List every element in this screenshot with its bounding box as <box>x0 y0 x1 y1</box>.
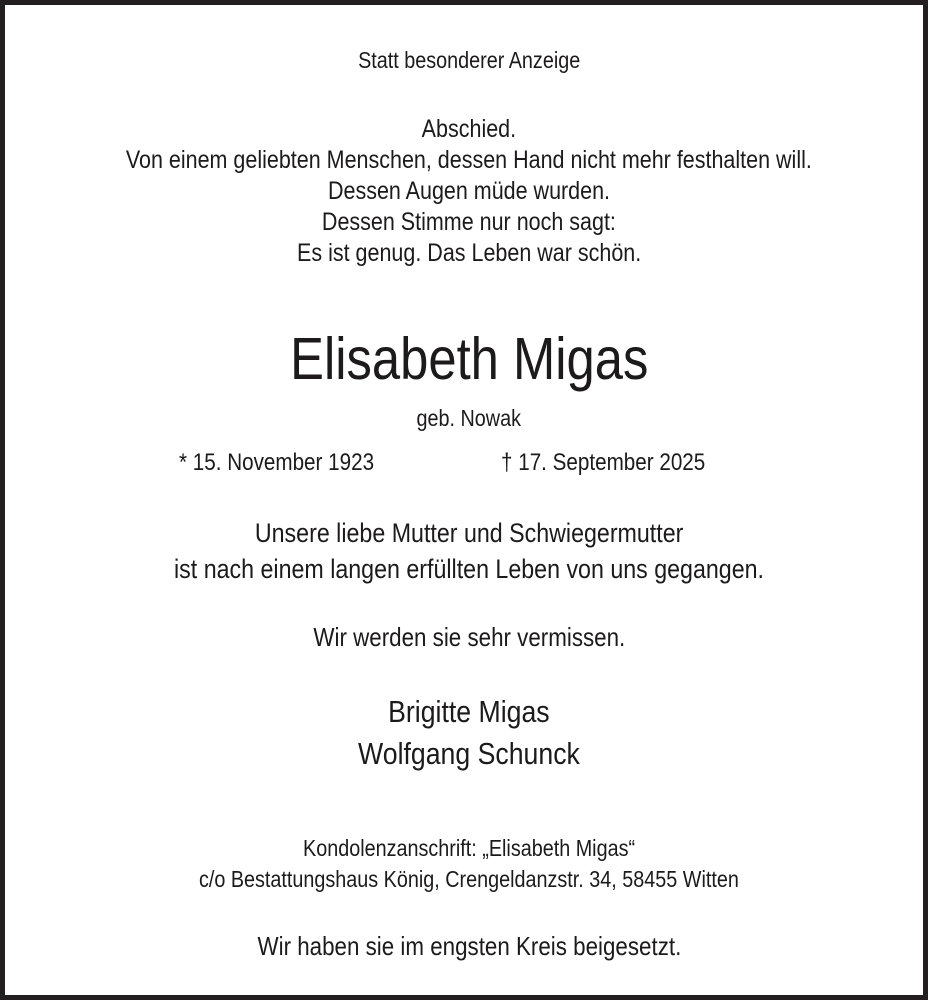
burial-note-text: Wir haben sie im engsten Kreis beigesetzt. <box>257 931 681 961</box>
poem-line: Es ist genug. Das Leben war schön. <box>296 239 642 267</box>
deceased-name <box>5 323 928 395</box>
burial-note <box>5 929 928 963</box>
farewell-poem <box>5 114 928 269</box>
poem-line: Dessen Augen müde wurden. <box>327 177 611 205</box>
deceased-name-text: Elisabeth Migas <box>289 326 649 392</box>
birth-date <box>179 447 415 479</box>
condolence-address <box>5 833 928 895</box>
family-message <box>5 515 928 587</box>
death-date-text: † 17. September 2025 <box>501 449 706 476</box>
birth-date-text: * 15. November 1923 <box>179 449 375 476</box>
mourners-list <box>5 691 928 775</box>
condolence-line: Kondolenzanschrift: „Elisabeth Migas“ <box>302 835 636 861</box>
message-line: ist nach einem langen erfüllten Leben von uns gegangen. <box>174 554 764 584</box>
header-note-text: Statt besonderer Anzeige <box>357 47 581 73</box>
poem-line: Abschied. <box>421 115 517 143</box>
closing-line-text: Wir werden sie sehr vermissen. <box>313 622 625 652</box>
header-note <box>5 45 928 75</box>
poem-line: Dessen Stimme nur noch sagt: <box>322 208 616 236</box>
poem-line: Von einem geliebten Menschen, dessen Hand nicht mehr festhalten will. <box>125 146 813 174</box>
message-line: Unsere liebe Mutter und Schwiegermutter <box>254 518 684 548</box>
mourner-name: Brigitte Migas <box>388 694 550 729</box>
mourner-name: Wolfgang Schunck <box>358 736 580 771</box>
maiden-name-text: geb. Nowak <box>416 405 522 431</box>
maiden-name <box>5 402 928 434</box>
closing-line <box>5 620 928 654</box>
death-date <box>501 447 747 479</box>
condolence-line: c/o Bestattungshaus König, Crengeldanzstr. 34, 58455 Witten <box>199 866 739 892</box>
